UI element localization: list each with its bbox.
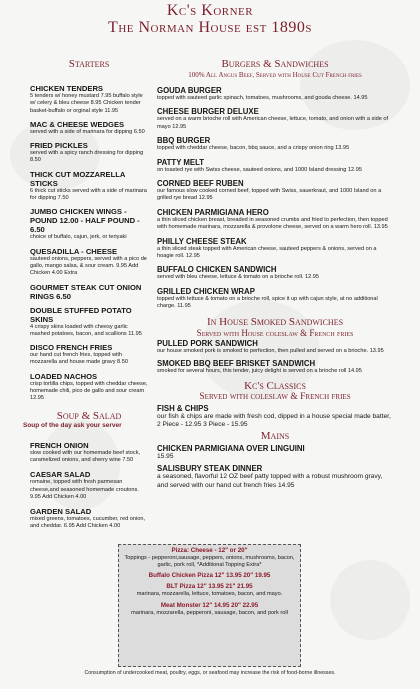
pizza-item-description: Toppings - pepperoni,sausage, peppers, onions, mushrooms, bacon, garlic, pork roll, *Additional Topping Extra* <box>124 555 295 569</box>
menu-item <box>30 441 148 465</box>
menu-item-name: PHILLY CHEESE STEAK <box>157 236 247 246</box>
menu-item-name: FRENCH ONION <box>30 440 89 450</box>
menu-item-description: 15.95 <box>157 452 174 460</box>
menu-item-name: MAC & CHEESE WEDGES <box>30 119 125 129</box>
pizza-item-name: Meat Monster 12" 14.95 20" 22.95 <box>160 601 259 609</box>
menu-item-description: our fish & chips are made with fresh cod, dipped in a house special made batter, 2 Piece - 12.95 3 Piece - 15.95 <box>157 412 391 429</box>
menu-item-description: our house smoked pork is smoked to perfection, then pulled and served on a brioche. 13.95 <box>157 347 384 354</box>
left-column <box>23 58 148 537</box>
menu-item-description: served with a side of marinara for dipping 6.50 <box>30 128 145 135</box>
menu-item-name: BBQ BURGER <box>157 136 211 146</box>
menu-item-description: sauteed onions, peppers, served with a pico de gallo, mango salsa, & sour cream. 9.95 Add Chicken 4.00 Extra <box>30 255 147 277</box>
menu-item <box>30 141 148 165</box>
menu-item-name: GARDEN SALAD <box>30 507 92 517</box>
mains-heading: Mains <box>260 429 290 442</box>
menu-item-description: crisp tortilla chips, topped with cheddar cheese, homemade chili, pico de gallo and sour cream 12.95 <box>30 380 148 402</box>
smoked-subheading: Served with House coleslaw & French fries <box>196 327 354 338</box>
menu-item-name: SALISBURY STEAK DINNER <box>157 464 263 474</box>
menu-item-name: LOADED NACHOS <box>30 371 98 381</box>
menu-item <box>157 265 393 281</box>
burgers-list <box>157 86 393 311</box>
menu-item-name: DISCO FRENCH FRIES <box>30 343 113 353</box>
soup-note: Soup of the day ask your server <box>23 421 122 429</box>
menu-item-name: GOUDA BURGER <box>157 86 222 95</box>
menu-item-name: FRIED PICKLES <box>30 141 88 151</box>
menu-item-name: CAESAR SALAD <box>30 470 91 480</box>
mains-list <box>157 444 393 491</box>
menu-item-name: CHICKEN PARMIGIANA HERO <box>157 207 269 217</box>
menu-item-description: smoked for several hours, this tender, juicy delight is served on a brioche roll 14.95 <box>157 368 362 375</box>
menu-item <box>157 339 393 355</box>
menu-item-description: 5 tenders w/ honey mustard 7.95 buffalo style w/ celery & bleu cheese 8.95 Chicken tender basket-buffalo or orginal style 11.95 <box>30 93 143 114</box>
pizza-item-name: Pizza: Cheese - 12" or 20" <box>171 547 248 554</box>
menu-item-description: romaine, topped with fresh parmesan cheese,and seasoned homemade croutons. 9.95 Add Chicken 4.00 <box>30 479 139 500</box>
menu-item <box>157 208 393 232</box>
menu-item <box>157 237 393 261</box>
menu-item-name: CORNED BEEF RUBEN <box>157 179 244 189</box>
pizza-item <box>122 547 297 569</box>
menu-item <box>30 84 148 115</box>
menu-item-description: a thin sliced chicken breast, breaded in seasoned crumbs and fried to perfection, then topped with homemade marinara, mozzarella & provolone cheese, served on a warm hero roll. 13.95 <box>157 216 388 231</box>
menu-item <box>30 283 148 301</box>
menu-item-description: topped with sauteed garlic spinach, tomatoes, mushrooms, and gouda cheese. 14.95 <box>157 95 368 101</box>
menu-item-name: CHEESE BURGER DELUXE <box>157 107 259 117</box>
menu-item <box>30 120 148 136</box>
pizza-item-description: marinara, mozzarella, lettuce, tomatoes, bacon, and mayo. <box>136 591 283 598</box>
menu-item <box>157 359 393 375</box>
menu-item-description: a thin sliced steak topped with American cheese, sauteed peppers & onions, served on a hoagie roll. 12.95 <box>157 245 377 260</box>
menu-item <box>30 170 148 203</box>
menu-item-name: DOUBLE STUFFED POTATO SKINS <box>30 305 132 324</box>
menu-item-description: slow cooked with our homemade beef stock, caramelized onions, and sherry wine 7.50 <box>30 449 141 463</box>
starters-list <box>30 84 148 403</box>
menu-item-description: our hand cut french fries, topped with mozzarella and house made gravy 8.50 <box>30 352 128 366</box>
pizza-box <box>118 544 301 667</box>
texture <box>330 560 410 640</box>
menu-item <box>157 86 393 102</box>
pizza-item-name: Buffalo Chicken Pizza 12" 13.95 20" 19.95 <box>148 572 271 580</box>
menu-item-description: served with a spicy ranch dressing for dipping 8.50 <box>30 150 144 164</box>
smoked-list <box>157 339 393 376</box>
menu-item-description: mixed greens, tomatoes, cucumber, red onion, and cheddar. 6.95 Add Chicken 4.00 <box>30 516 146 530</box>
menu-item-description: 6 thick cut sticks served with a side of marinara for dipping 7.50 <box>30 187 147 202</box>
menu-item-description: our famous slow cooked corned beef, topped with Swiss, sauerkraut, and 1000 Island on a grilled rye bread 12.95 <box>157 188 382 202</box>
menu-item <box>157 136 393 152</box>
soup-salad-list <box>30 441 148 531</box>
menu-item <box>157 287 393 311</box>
right-column <box>157 58 393 493</box>
menu-item <box>30 207 148 241</box>
restaurant-subtitle: The Norman House est 1890s <box>108 19 312 36</box>
menu-item <box>157 158 393 174</box>
menu-item-description: 4 crispy skins loaded with cheesy garlic mashed potatoes, bacon, and scallions 11.95 <box>30 323 142 337</box>
starters-heading: Starters <box>68 58 110 70</box>
menu-item <box>157 464 393 490</box>
menu-item-name: JUMBO CHICKEN WINGS - POUND 12.00 - HALF POUND - 6.50 <box>30 207 140 235</box>
classics-heading: Kc's Classics <box>244 379 306 392</box>
menu-item-name: GRILLED CHICKEN WRAP <box>157 286 255 296</box>
menu-item-name: FISH & CHIPS <box>157 403 209 413</box>
burgers-subheading: 100% All Angus Beef, Served with House Cut French fries <box>188 71 362 79</box>
food-safety-notice: Consumption of undercooked meat, poultry, eggs, or seafood may increase the risk of food-borne illnesses. <box>84 670 336 676</box>
pizza-item <box>122 602 297 617</box>
menu-item <box>157 444 393 462</box>
menu-item-name: QUESADILLA - CHEESE <box>30 246 118 256</box>
burgers-heading: Burgers & Sandwiches <box>221 58 329 70</box>
menu-item-name: SMOKED BBQ BEEF BRISKET SANDWICH <box>157 359 316 369</box>
menu-item-name: PATTY MELT <box>157 157 205 167</box>
pizza-item <box>122 572 297 580</box>
pizza-list <box>122 547 297 617</box>
menu-item-name: CHICKEN PARMIGIANA OVER LINGUINI <box>157 443 305 453</box>
menu-item-description: choice of buffalo, cajun, jerk, or teriyaki <box>30 234 127 241</box>
menu-item-description: topped with cheddar cheese, bacon, bbq sauce, and a crispy onion ring 13.95 <box>157 145 350 152</box>
menu-item-name: CHICKEN TENDERS <box>30 84 103 93</box>
menu-item-description: served on a warm brioche roll with American cheese, lettuce, tomato, and onion with a side of mayo 12.95 <box>157 116 389 130</box>
menu-item <box>30 247 148 278</box>
menu-item-name: BUFFALO CHICKEN SANDWICH <box>157 265 277 275</box>
menu-item <box>157 107 393 131</box>
menu-item-name: PULLED PORK SANDWICH <box>157 338 258 348</box>
menu-item-description: topped with lettuce & tomato on a brioche roll, spice it up with cajun style, at no additional charge. 11.95 <box>157 295 378 310</box>
soup-salad-heading: Soup & Salad <box>56 409 122 422</box>
menu-item <box>157 179 393 203</box>
menu-item <box>157 404 393 430</box>
menu-item <box>30 470 148 501</box>
classics-list <box>157 404 393 430</box>
menu-item <box>30 507 148 531</box>
pizza-item-name: BLT Pizza 12" 13.95 21" 21.95 <box>166 583 253 591</box>
menu-item-description: served with bleu cheese, lettuce & tomato on a brioche roll. 12.95 <box>157 274 320 281</box>
restaurant-name: Kc's Korner <box>166 2 254 19</box>
pizza-item <box>122 583 297 598</box>
menu-item-name: THICK CUT MOZZARELLA STICKS <box>30 169 126 188</box>
menu-item-description: on toasted rye with Swiss cheese, sauteed onions, and 1000 Island dressing 12.95 <box>157 166 362 173</box>
menu-item-name: GOURMET STEAK CUT ONION RINGS 6.50 <box>30 282 142 301</box>
classics-subheading: Served with coleslaw & French fries <box>199 391 351 402</box>
pizza-item-description: marinara, mozzarella, pepperoni, sausage, bacon, and pork roll <box>131 609 288 616</box>
menu-item <box>30 306 148 339</box>
menu-item-description: a seasoned, flavorful 12 OZ beef patty topped with a robust mushroom gravy, and served with our hand cut french fries 14.95 <box>157 473 383 489</box>
smoked-heading: In House Smoked Sandwiches <box>206 315 344 328</box>
menu-item <box>30 372 148 403</box>
menu-item <box>30 343 148 367</box>
